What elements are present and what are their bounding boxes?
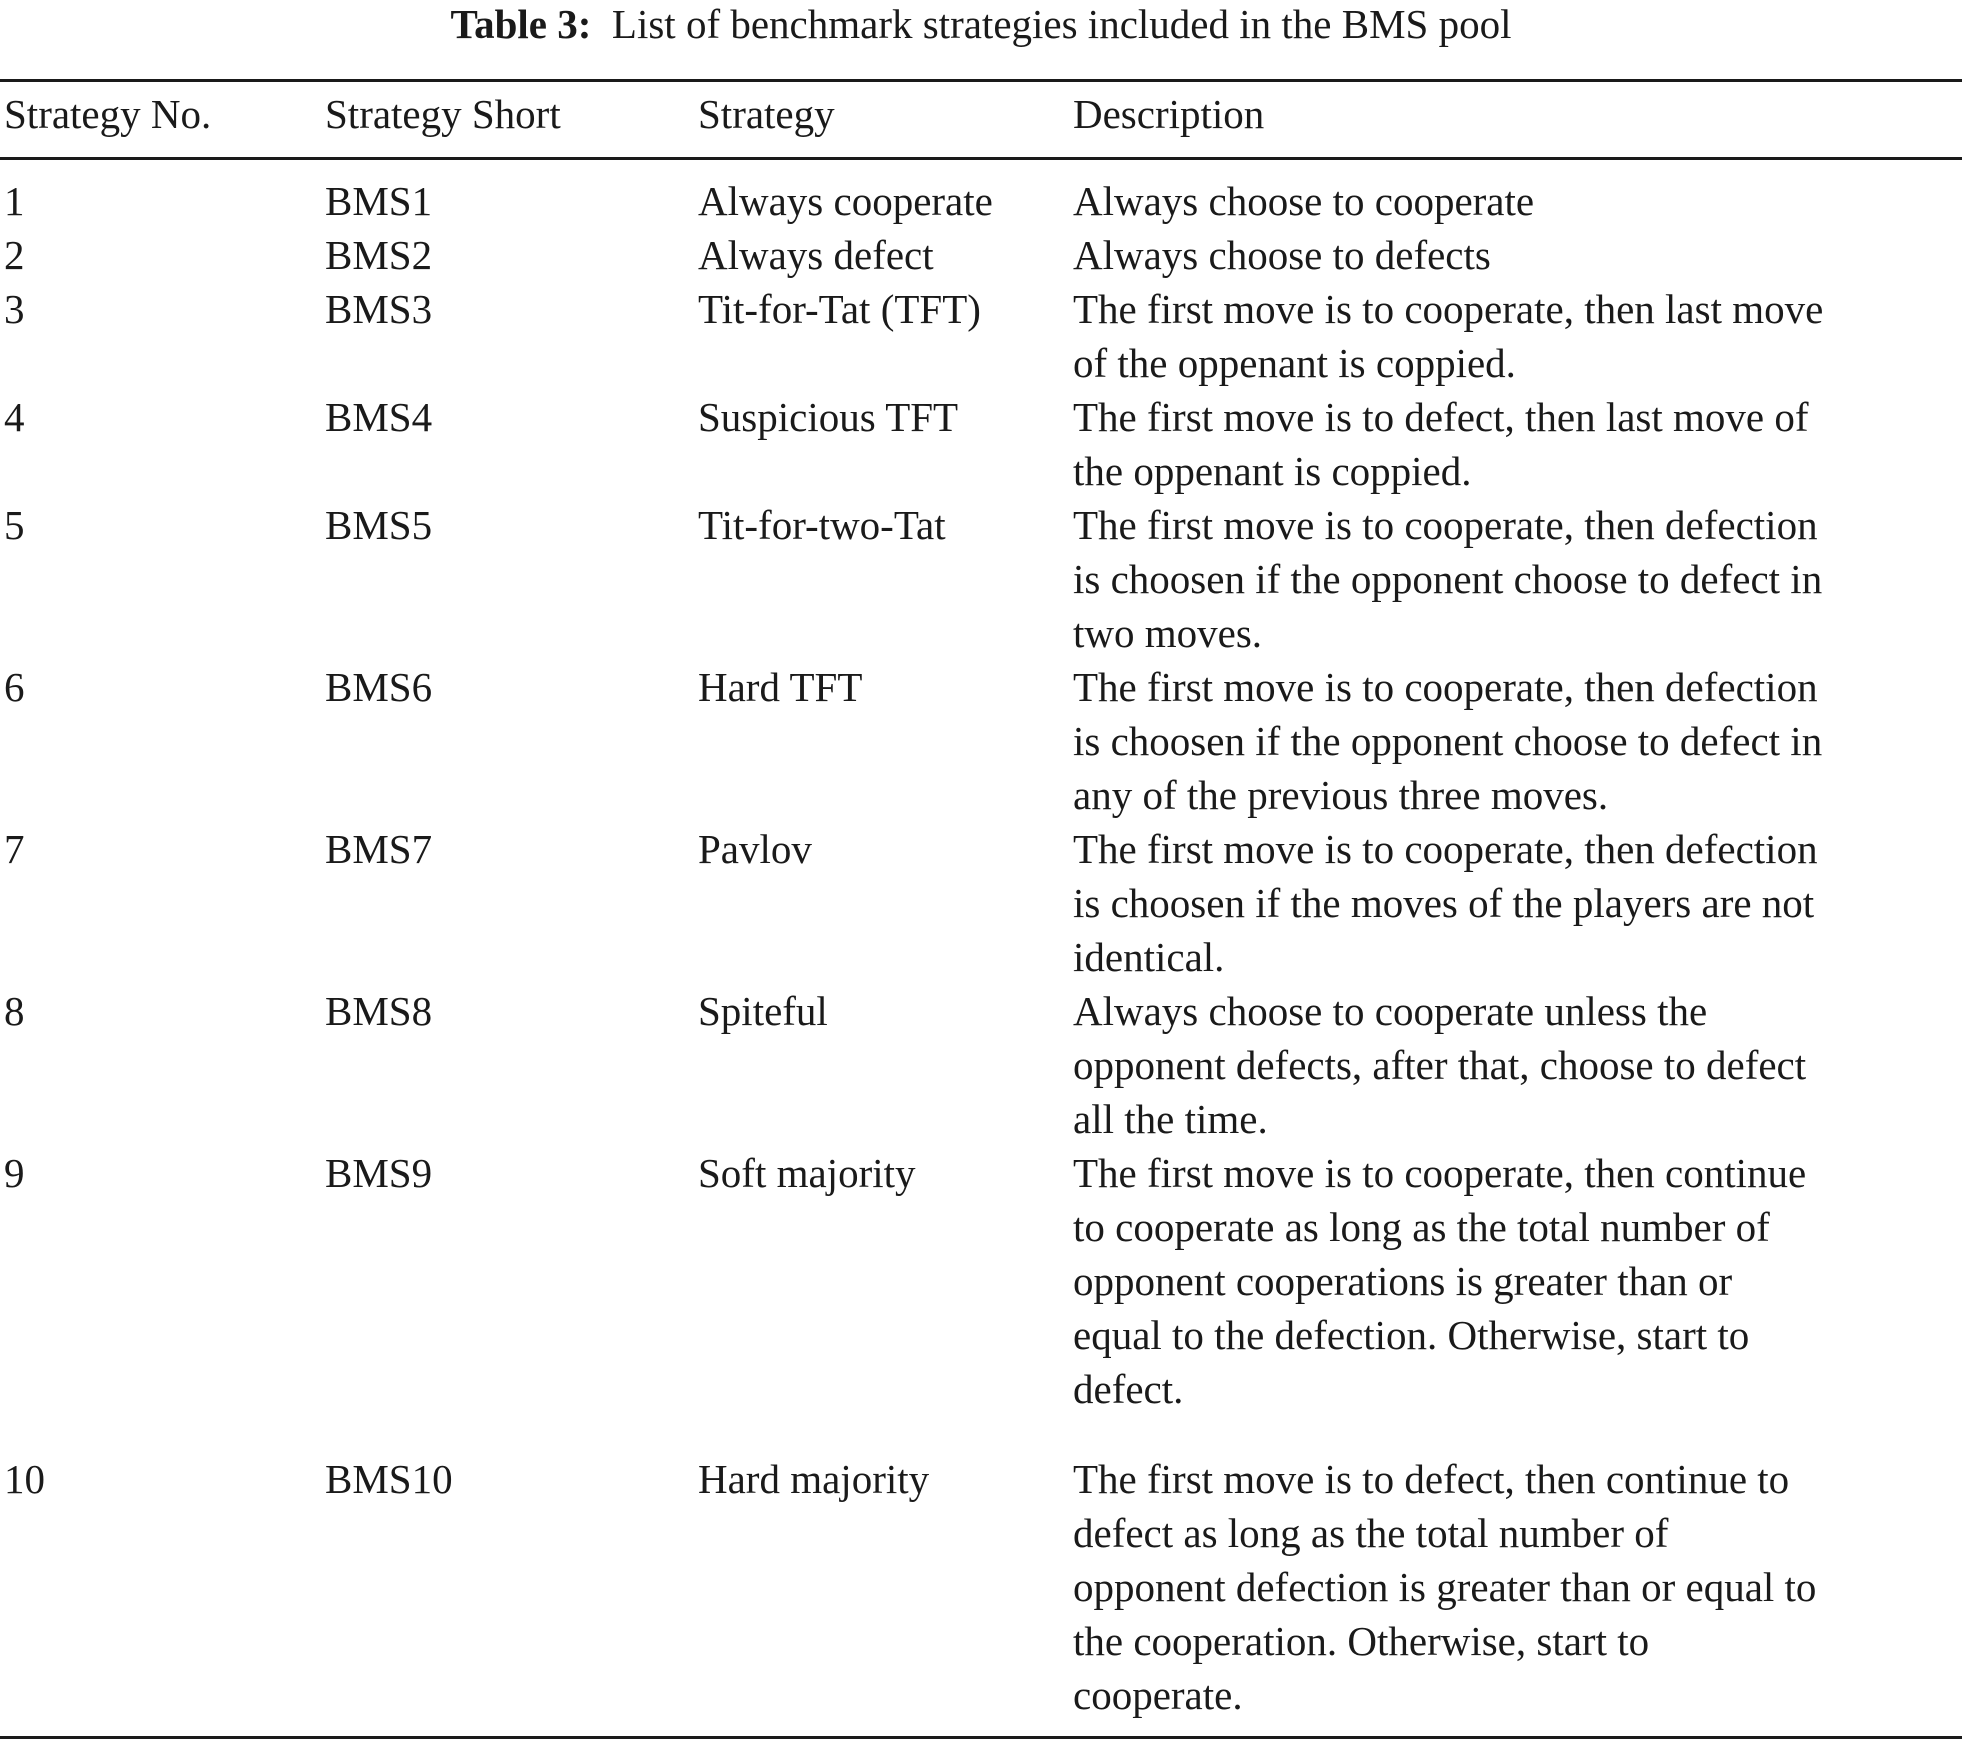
description-line: opponent defects, after that, choose to defect (1073, 1042, 1807, 1088)
cell-strategy: Hard TFT (698, 664, 863, 710)
description-line: Always choose to cooperate (1073, 178, 1535, 224)
description-line: two moves. (1073, 610, 1263, 656)
description-line: The first move is to cooperate, then continue (1073, 1150, 1807, 1196)
description-line: equal to the defection. Otherwise, start to (1073, 1312, 1750, 1358)
cell-strategy-no: 9 (4, 1150, 25, 1196)
table-caption (0, 0, 1962, 52)
cell-strategy-no: 4 (4, 394, 25, 440)
caption-text: List of benchmark strategies included in the BMS pool (611, 1, 1512, 47)
description-line: opponent defection is greater than or equal to (1073, 1564, 1817, 1610)
top-rule (0, 79, 1962, 82)
description-line: cooperate. (1073, 1672, 1243, 1718)
cell-strategy: Hard majority (698, 1456, 930, 1502)
header-strategy-no: Strategy No. (4, 91, 212, 137)
cell-description (1073, 984, 1962, 1146)
cell-strategy-short: BMS9 (325, 1150, 433, 1196)
cell-strategy-short: BMS3 (325, 286, 433, 332)
cell-strategy-short: BMS2 (325, 232, 433, 278)
description-line: is choosen if the moves of the players are not (1073, 880, 1815, 926)
description-line: Always choose to cooperate unless the (1073, 988, 1708, 1034)
description-line: identical. (1073, 934, 1225, 980)
cell-description (1073, 1146, 1962, 1416)
cell-strategy: Soft majority (698, 1150, 916, 1196)
cell-strategy-no: 1 (4, 178, 25, 224)
description-line: is choosen if the opponent choose to defect in (1073, 718, 1823, 764)
description-line: Always choose to defects (1073, 232, 1491, 278)
description-line: The first move is to cooperate, then defection (1073, 502, 1818, 548)
description-line: The first move is to cooperate, then last move (1073, 286, 1824, 332)
cell-strategy-short: BMS4 (325, 394, 433, 440)
cell-strategy: Tit-for-two-Tat (698, 502, 946, 548)
cell-description (1073, 282, 1962, 390)
description-line: is choosen if the opponent choose to defect in (1073, 556, 1823, 602)
cell-strategy: Tit-for-Tat (TFT) (698, 286, 981, 332)
cell-description (1073, 390, 1962, 498)
cell-strategy: Pavlov (698, 826, 812, 872)
caption-label: Table 3: (450, 1, 592, 47)
cell-strategy-short: BMS7 (325, 826, 433, 872)
description-line: The first move is to cooperate, then defection (1073, 826, 1818, 872)
description-line: The first move is to cooperate, then defection (1073, 664, 1818, 710)
cell-strategy-short: BMS1 (325, 178, 433, 224)
cell-strategy-no: 5 (4, 502, 25, 548)
header-strategy-short: Strategy Short (325, 91, 561, 137)
cell-strategy-no: 10 (4, 1456, 45, 1502)
description-line: The first move is to defect, then continue to (1073, 1456, 1790, 1502)
cell-strategy-no: 7 (4, 826, 25, 872)
cell-strategy: Always defect (698, 232, 934, 278)
cell-strategy-no: 8 (4, 988, 25, 1034)
description-line: The first move is to defect, then last move of (1073, 394, 1809, 440)
description-line: the cooperation. Otherwise, start to (1073, 1618, 1650, 1664)
cell-strategy-short: BMS8 (325, 988, 433, 1034)
cell-description (1073, 228, 1962, 282)
description-line: defect as long as the total number of (1073, 1510, 1669, 1556)
cell-description (1073, 174, 1962, 228)
cell-strategy: Suspicious TFT (698, 394, 959, 440)
description-line: all the time. (1073, 1096, 1268, 1142)
cell-strategy-short: BMS5 (325, 502, 433, 548)
cell-description (1073, 498, 1962, 660)
cell-description (1073, 660, 1962, 822)
cell-strategy-no: 2 (4, 232, 25, 278)
cell-description (1073, 1452, 1962, 1722)
description-line: of the oppenant is coppied. (1073, 340, 1516, 386)
bottom-rule (0, 1736, 1962, 1739)
cell-strategy-no: 6 (4, 664, 25, 710)
header-description: Description (1073, 91, 1265, 137)
description-line: to cooperate as long as the total number of (1073, 1204, 1770, 1250)
cell-strategy-short: BMS6 (325, 664, 433, 710)
description-line: the oppenant is coppied. (1073, 448, 1472, 494)
cell-description (1073, 822, 1962, 984)
cell-strategy: Always cooperate (698, 178, 993, 224)
description-line: any of the previous three moves. (1073, 772, 1609, 818)
header-strategy: Strategy (698, 91, 835, 137)
header-rule (0, 157, 1962, 160)
cell-strategy-short: BMS10 (325, 1456, 453, 1502)
description-line: defect. (1073, 1366, 1184, 1412)
cell-strategy: Spiteful (698, 988, 828, 1034)
description-line: opponent cooperations is greater than or (1073, 1258, 1733, 1304)
cell-strategy-no: 3 (4, 286, 25, 332)
